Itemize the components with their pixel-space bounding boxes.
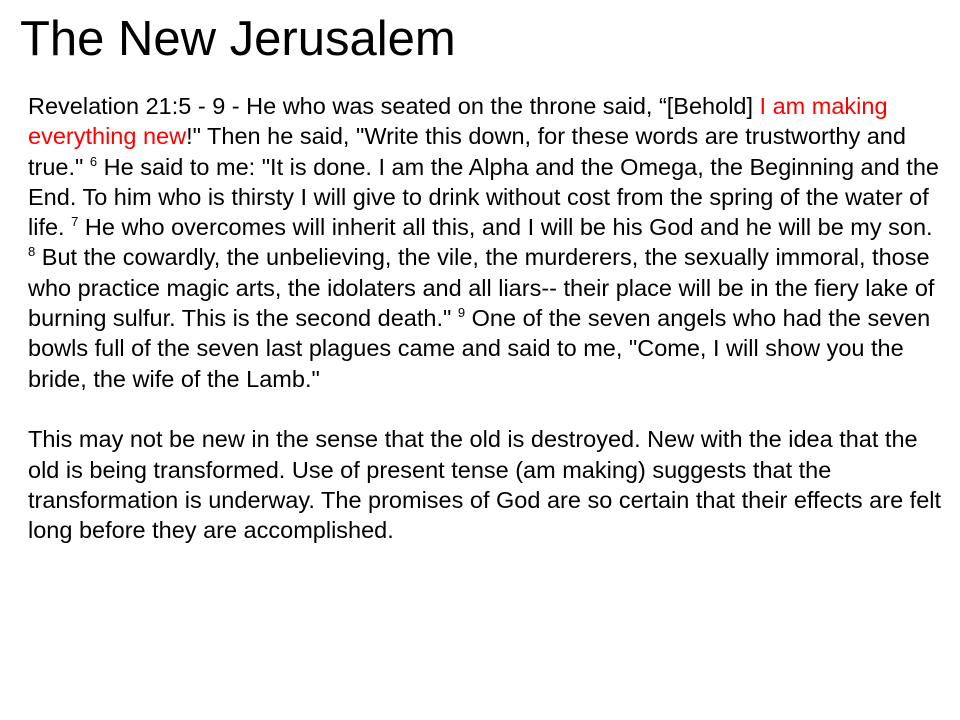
verse-number-7: 7 — [71, 214, 79, 230]
verse-number-6: 6 — [89, 153, 98, 169]
scripture-intro: Revelation 21:5 - 9 - He who was seated on the throne said, “[Behold] — [28, 93, 760, 119]
scripture-text-8: But the cowardly, the unbelieving, the vile, the murderers, the sexually immoral, those who practice magic arts, the idolaters and all liars-- their place will be in the fiery lake of burning sulfur. This is the second death." — [28, 244, 935, 332]
scripture-text-5: !" Then he said, "Write this down, for these words are trustworthy and true." — [28, 123, 906, 180]
verse-number-8: 8 — [28, 244, 36, 260]
commentary-paragraph: This may not be new in the sense that the old is destroyed. New with the idea that the old is being transformed. Use of present tense (am making) suggests that the transformation is underway. The promises of God are so certain that their effects are felt long before they are accomplished. — [28, 426, 942, 544]
scripture-paragraph — [28, 91, 943, 394]
scripture-text-6: He said to me: "It is done. I am the Alpha and the Omega, the Beginning and the End. To him who is thirsty I will give to drink without cost from the spring of the water of life. — [28, 153, 939, 241]
scripture-highlight: I am making everything new — [28, 93, 888, 150]
paragraph-spacer — [28, 394, 943, 424]
verse-number-9: 9 — [457, 305, 466, 321]
slide-body — [28, 91, 943, 545]
scripture-text-9: One of the seven angels who had the seven bowls full of the seven last plagues came and said to me, "Come, I will show you the bride, the wife of the Lamb." — [28, 305, 931, 392]
scripture-text-7: He who overcomes will inherit all this, and I will be his God and he will be my son. — [78, 214, 933, 241]
slide-title: The New Jerusalem — [20, 12, 456, 66]
